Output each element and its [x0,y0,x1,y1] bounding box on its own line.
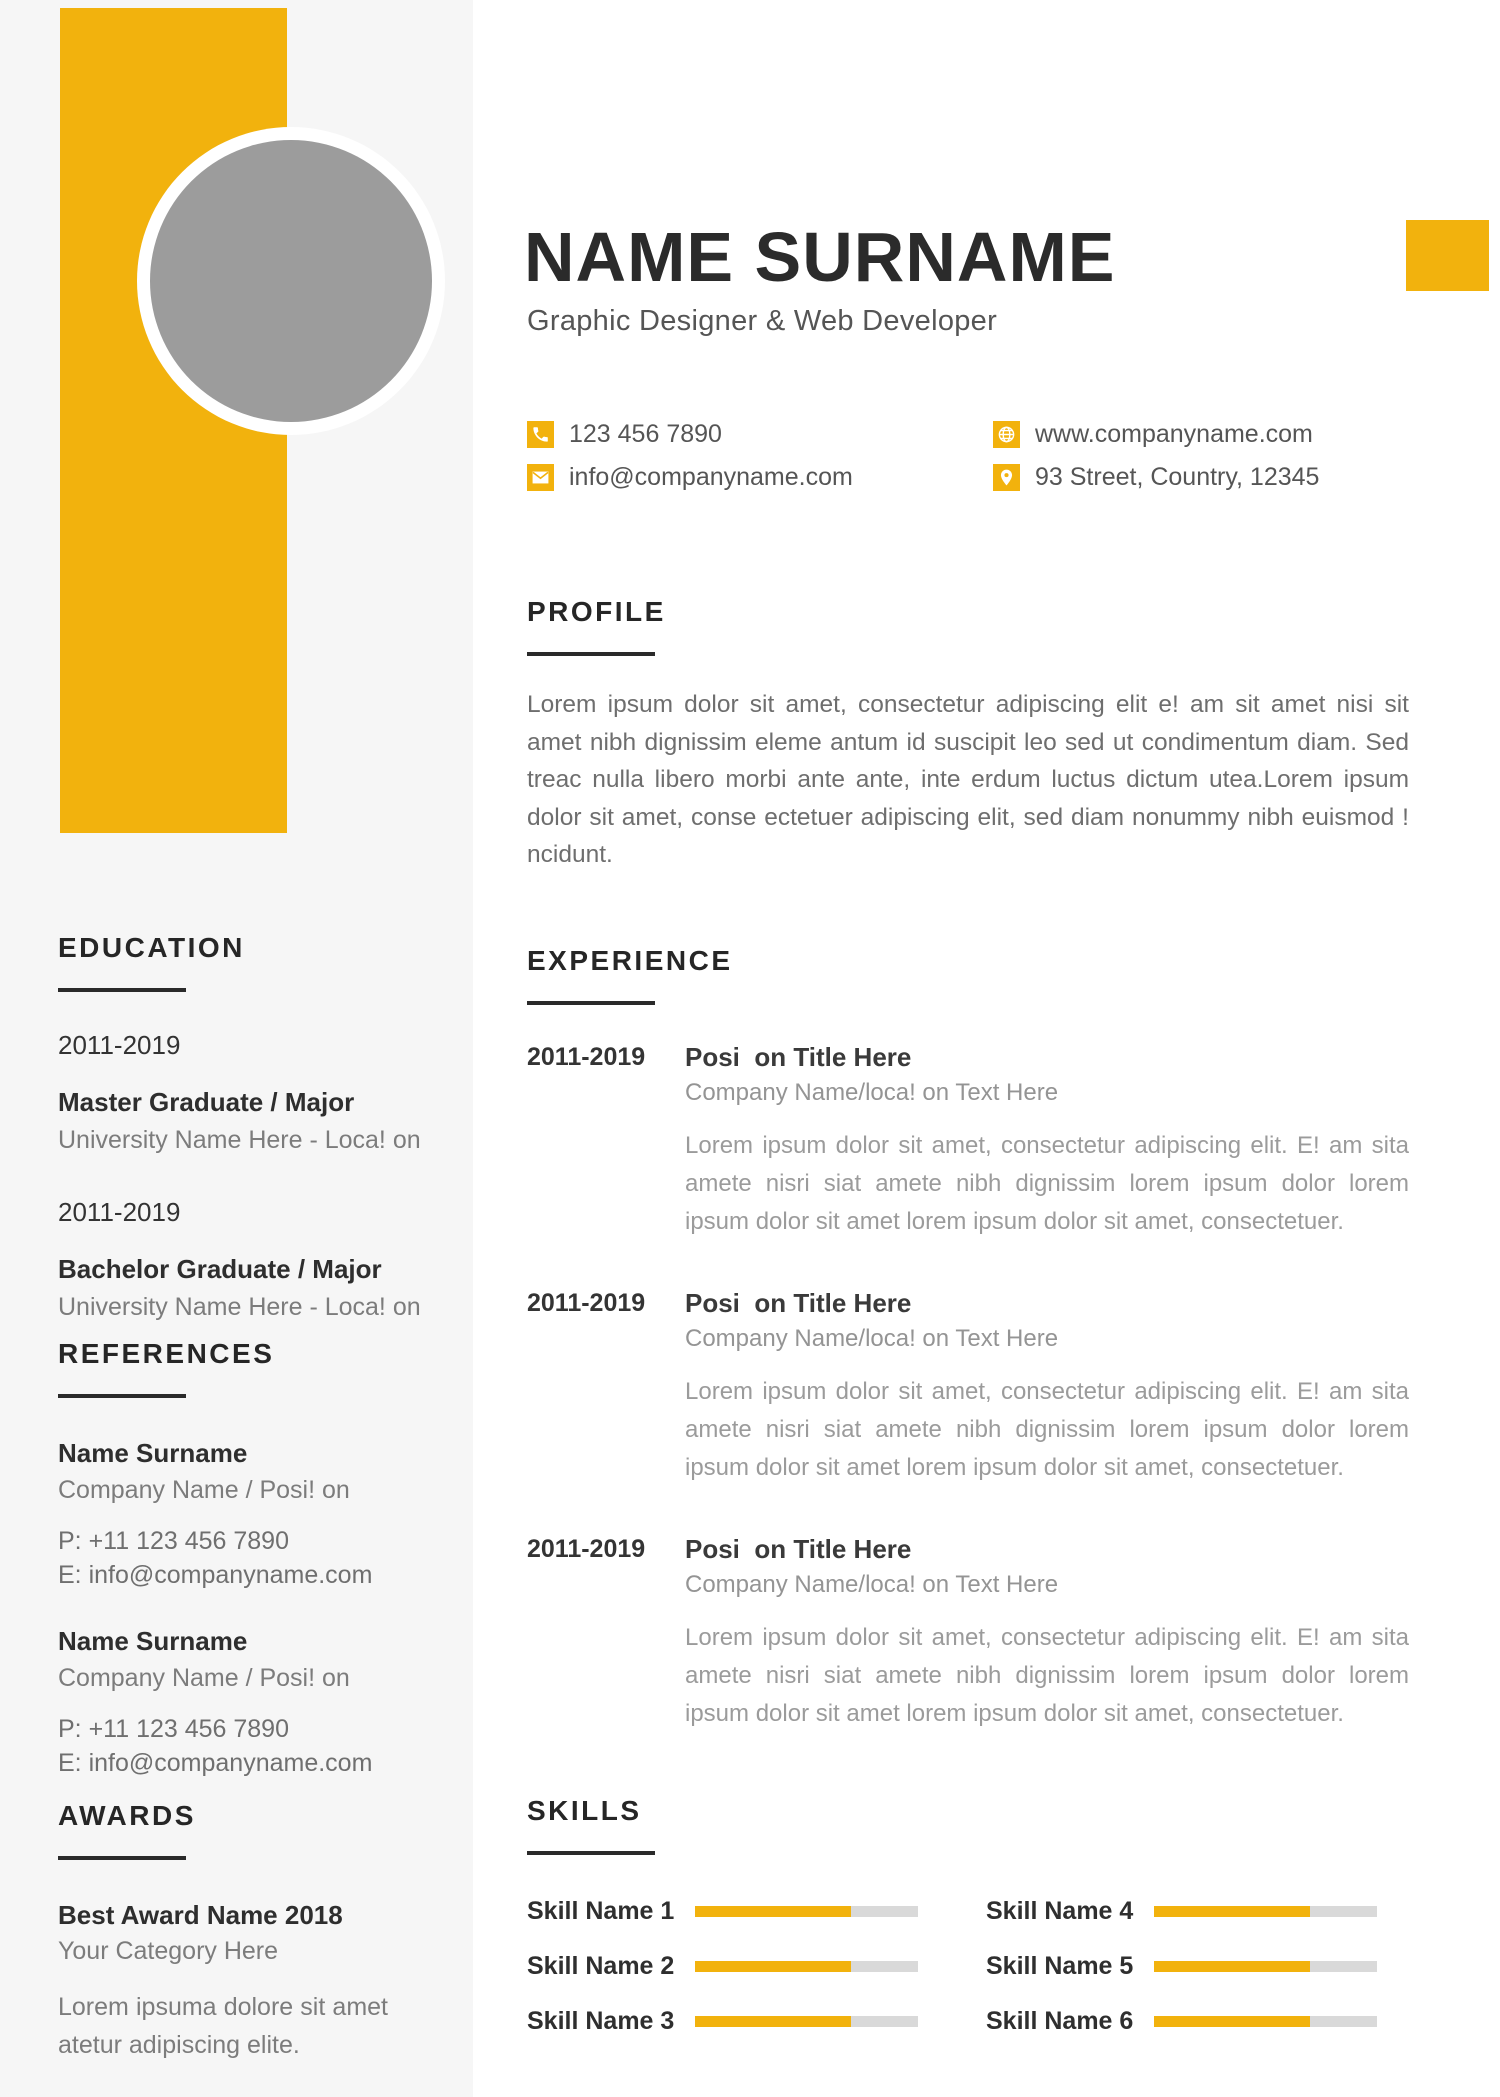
contact-website-row [993,421,1319,448]
experience-company: Company Name/loca! on Text Here [685,1325,1059,1352]
skill-progress-fill [1154,1906,1310,1917]
location-icon [993,464,1020,491]
skill-name: Skill Name 2 [527,1951,675,1980]
awards-rule [58,1856,186,1860]
skill-progress-bar [1154,2016,1377,2027]
award-category: Your Category Here [58,1937,279,1965]
references-section [58,1338,430,1778]
accent-square [1406,220,1489,291]
contact-email-row [527,464,853,491]
person-name: NAME SURNAME [524,218,1116,296]
skill-item [527,1895,950,1927]
contact-column-left [527,421,853,507]
reference-phone: P: +11 123 456 7890 [58,1715,289,1743]
contact-address-row [993,464,1319,491]
experience-description: Lorem ipsum dolor sit amet, consectetur adipiscing elit. E! am sita amete nisri siat amete nibh dignissim lorem ipsum dolor lorem ipsum dolor sit amet lorem ipsum dolor sit amet, consectetuer. [685,1624,1409,1727]
skill-progress-fill [695,2016,851,2027]
skill-progress-bar [1154,1961,1377,1972]
skill-item [527,2005,950,2037]
experience-entry [527,1533,1409,1733]
education-dates: 2011-2019 [58,1030,181,1060]
reference-name: Name Surname [58,1438,248,1468]
education-item [58,1030,430,1155]
award-item [58,1900,430,2064]
reference-name: Name Surname [58,1626,248,1656]
skill-progress-bar [1154,1906,1377,1917]
skill-item [986,1950,1409,1982]
references-heading: REFERENCES [58,1338,275,1369]
experience-section [527,945,1409,1733]
phone-number: 123 456 7890 [569,420,722,448]
awards-section [58,1800,430,2064]
skill-name: Skill Name 4 [986,1896,1134,1925]
skill-progress-fill [1154,1961,1310,1972]
education-section [58,932,430,1322]
education-heading: EDUCATION [58,932,245,963]
experience-position-title: Posi on Title Here [685,1042,912,1072]
education-item [58,1197,430,1322]
reference-email: E: info@companyname.com [58,1561,373,1589]
reference-item [58,1626,430,1778]
skill-progress-bar [695,1961,918,1972]
skill-name: Skill Name 5 [986,1951,1134,1980]
profile-heading: PROFILE [527,596,666,627]
experience-position-title: Posi on Title Here [685,1534,912,1564]
skills-rule [527,1851,655,1855]
experience-entry-body [685,1287,1409,1487]
experience-entry [527,1287,1409,1487]
experience-dates: 2011-2019 [527,1535,646,1563]
skill-name: Skill Name 3 [527,2006,675,2035]
skill-progress-bar [695,1906,918,1917]
experience-dates: 2011-2019 [527,1043,646,1071]
skill-progress-fill [695,1961,851,1972]
reference-role: Company Name / Posi! on [58,1476,350,1504]
award-description: Lorem ipsuma dolore sit amet atetur adipiscing elite. [58,1993,388,2059]
experience-company: Company Name/loca! on Text Here [685,1571,1059,1598]
education-degree: Master Graduate / Major [58,1087,355,1117]
skill-item [986,1895,1409,1927]
skill-progress-bar [695,2016,918,2027]
person-job-title: Graphic Designer & Web Developer [527,305,998,337]
experience-entry-body [685,1533,1409,1733]
reference-role: Company Name / Posi! on [58,1664,350,1692]
experience-description: Lorem ipsum dolor sit amet, consectetur adipiscing elit. E! am sita amete nisri siat amete nibh dignissim lorem ipsum dolor lorem ipsum dolor sit amet lorem ipsum dolor sit amet, consectetuer. [685,1378,1409,1481]
education-degree: Bachelor Graduate / Major [58,1254,382,1284]
email-icon [527,464,554,491]
email-address: info@companyname.com [569,463,853,491]
reference-phone: P: +11 123 456 7890 [58,1527,289,1555]
experience-entry [527,1041,1409,1241]
skill-item [527,1950,950,1982]
skills-heading: SKILLS [527,1795,642,1826]
profile-photo-frame [137,127,445,435]
education-school: University Name Here - Loca! on [58,1126,421,1154]
reference-item [58,1438,430,1590]
award-title: Best Award Name 2018 [58,1900,343,1930]
contact-phone-row [527,421,853,448]
profile-photo-placeholder [150,140,432,422]
website-url: www.companyname.com [1035,420,1313,448]
skills-column-right [986,1895,1409,2060]
experience-company: Company Name/loca! on Text Here [685,1079,1059,1106]
street-address: 93 Street, Country, 12345 [1035,463,1320,491]
education-rule [58,988,186,992]
experience-heading: EXPERIENCE [527,945,733,976]
contact-column-right [993,421,1319,507]
education-school: University Name Here - Loca! on [58,1293,421,1321]
profile-text: Lorem ipsum dolor sit amet, consectetur adipiscing elit e! am sit amet nisi sit amet nibh dignissim eleme antum id suscipit leo sed ut condimentum diam. Sed treac nulla libero morbi ante ante, inte erdum luctus dictum utea.Lorem ipsum dolor sit amet, conse ectetuer adipiscing elit, sed diam nonummy nibh euismod ! ncidunt. [527,691,1409,868]
reference-email: E: info@companyname.com [58,1749,373,1777]
skill-progress-fill [695,1906,851,1917]
experience-rule [527,1001,655,1005]
globe-icon [993,421,1020,448]
skills-section [527,1795,1409,2060]
experience-entries [527,1041,1409,1733]
experience-position-title: Posi on Title Here [685,1288,912,1318]
skill-progress-fill [1154,2016,1310,2027]
sidebar [0,0,473,2097]
experience-description: Lorem ipsum dolor sit amet, consectetur adipiscing elit. E! am sita amete nisri siat amete nibh dignissim lorem ipsum dolor lorem ipsum dolor sit amet lorem ipsum dolor sit amet, consectetuer. [685,1132,1409,1235]
education-dates: 2011-2019 [58,1197,181,1227]
skill-item [986,2005,1409,2037]
skills-grid [527,1895,1409,2060]
skills-column-left [527,1895,950,2060]
skill-name: Skill Name 6 [986,2006,1134,2035]
experience-dates: 2011-2019 [527,1289,646,1317]
skill-name: Skill Name 1 [527,1896,675,1925]
profile-rule [527,652,655,656]
profile-section [527,596,1409,874]
experience-entry-body [685,1041,1409,1241]
awards-heading: AWARDS [58,1800,196,1831]
phone-icon [527,421,554,448]
references-rule [58,1394,186,1398]
